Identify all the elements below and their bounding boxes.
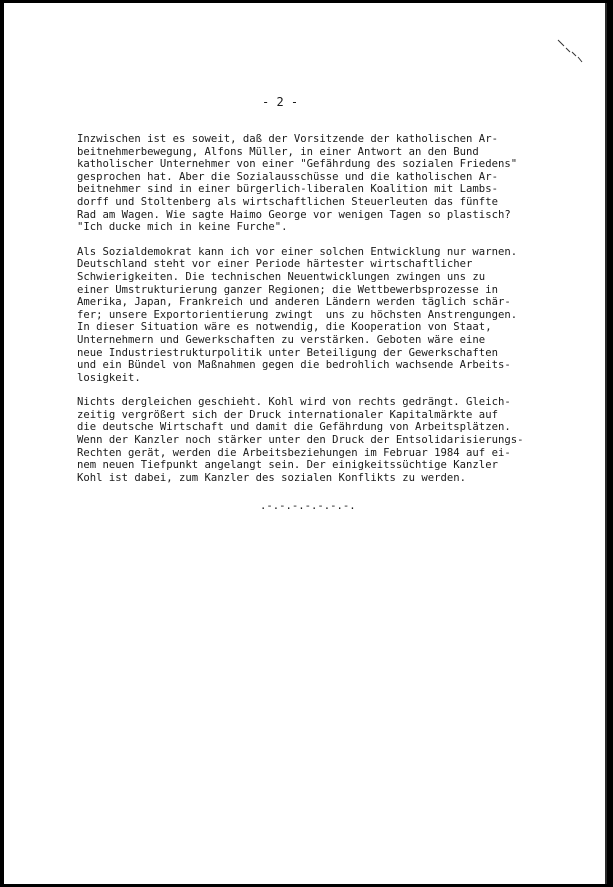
text-line: Schwierigkeiten. Die technischen Neuentwicklungen zwingen uns zu [77, 270, 486, 283]
text-line: Inzwischen ist es soweit, daß der Vorsitzende der katholischen Ar- [77, 133, 498, 145]
text-line: Amerika, Japan, Frankreich und anderen Ländern werden täglich schär- [77, 296, 511, 309]
text-line: Rechten gerät, werden die Arbeitsbeziehungen im Februar 1984 auf ei- [77, 446, 511, 459]
end-of-text-marker: .-.-.-.-.-.-.-. [260, 500, 356, 512]
document-body [77, 133, 577, 496]
text-line: und ein Bündel von Maßnahmen gegen die bedrohlich wachsende Arbeits- [77, 359, 511, 372]
paragraph-1 [77, 133, 577, 234]
text-line: Nichts dergleichen geschieht. Kohl wird von rechts gedrängt. Gleich- [77, 396, 511, 409]
text-line: einer Umstrukturierung ganzer Regionen; die Wettbewerbsprozesse in [77, 283, 498, 296]
text-line: Unternehmern und Gewerkschaften zu verstärken. Geboten wäre eine [77, 333, 486, 346]
text-line: zeitig vergrößert sich der Druck internationaler Kapitalmärkte auf [77, 408, 498, 421]
text-line: Als Sozialdemokrat kann ich vor einer solchen Entwicklung nur warnen. [77, 245, 518, 258]
page-number: - 2 - [262, 95, 299, 109]
text-line: fer; unsere Exportorientierung zwingt uns zu höchsten Anstrengungen. [77, 308, 518, 321]
corner-pen-mark [556, 38, 586, 68]
text-line: losigkeit. [77, 371, 141, 384]
text-line: nem neuen Tiefpunkt angelangt sein. Der einigkeitssüchtige Kanzler [77, 459, 498, 472]
text-line: beitnehmerbewegung, Alfons Müller, in einer Antwort an den Bund [77, 145, 479, 158]
text-line: beitnehmer sind in einer bürgerlich-liberalen Koalition mit Lambs- [77, 183, 498, 196]
text-line: Rad am Wagen. Wie sagte Haimo George vor wenigen Tagen so plastisch? [77, 208, 511, 221]
text-line: Deutschland steht vor einer Periode härtester wirtschaftlicher [77, 258, 473, 271]
paragraph-2 [77, 246, 577, 385]
text-line: die deutsche Wirtschaft und damit die Gefährdung von Arbeitsplätzen. [77, 421, 511, 434]
document-sheet [4, 3, 607, 884]
text-line: "Ich ducke mich in keine Furche". [77, 221, 288, 234]
text-line: Wenn der Kanzler noch stärker unter den Druck der Entsolidarisierungs- [77, 434, 524, 447]
text-line: gesprochen hat. Aber die Sozialausschüsse und die katholischen Ar- [77, 170, 498, 183]
paragraph-3 [77, 396, 577, 484]
text-line: In dieser Situation wäre es notwendig, die Kooperation von Staat, [77, 321, 492, 334]
text-line: Kohl ist dabei, zum Kanzler des sozialen Konflikts zu werden. [77, 471, 467, 484]
text-line: katholischer Unternehmer von einer "Gefährdung des sozialen Friedens" [77, 158, 518, 171]
text-line: dorff und Stoltenberg als wirtschaftlichen Steuerleuten das fünfte [77, 195, 498, 208]
text-line: neue Industriestrukturpolitik unter Beteiligung der Gewerkschaften [77, 346, 498, 359]
